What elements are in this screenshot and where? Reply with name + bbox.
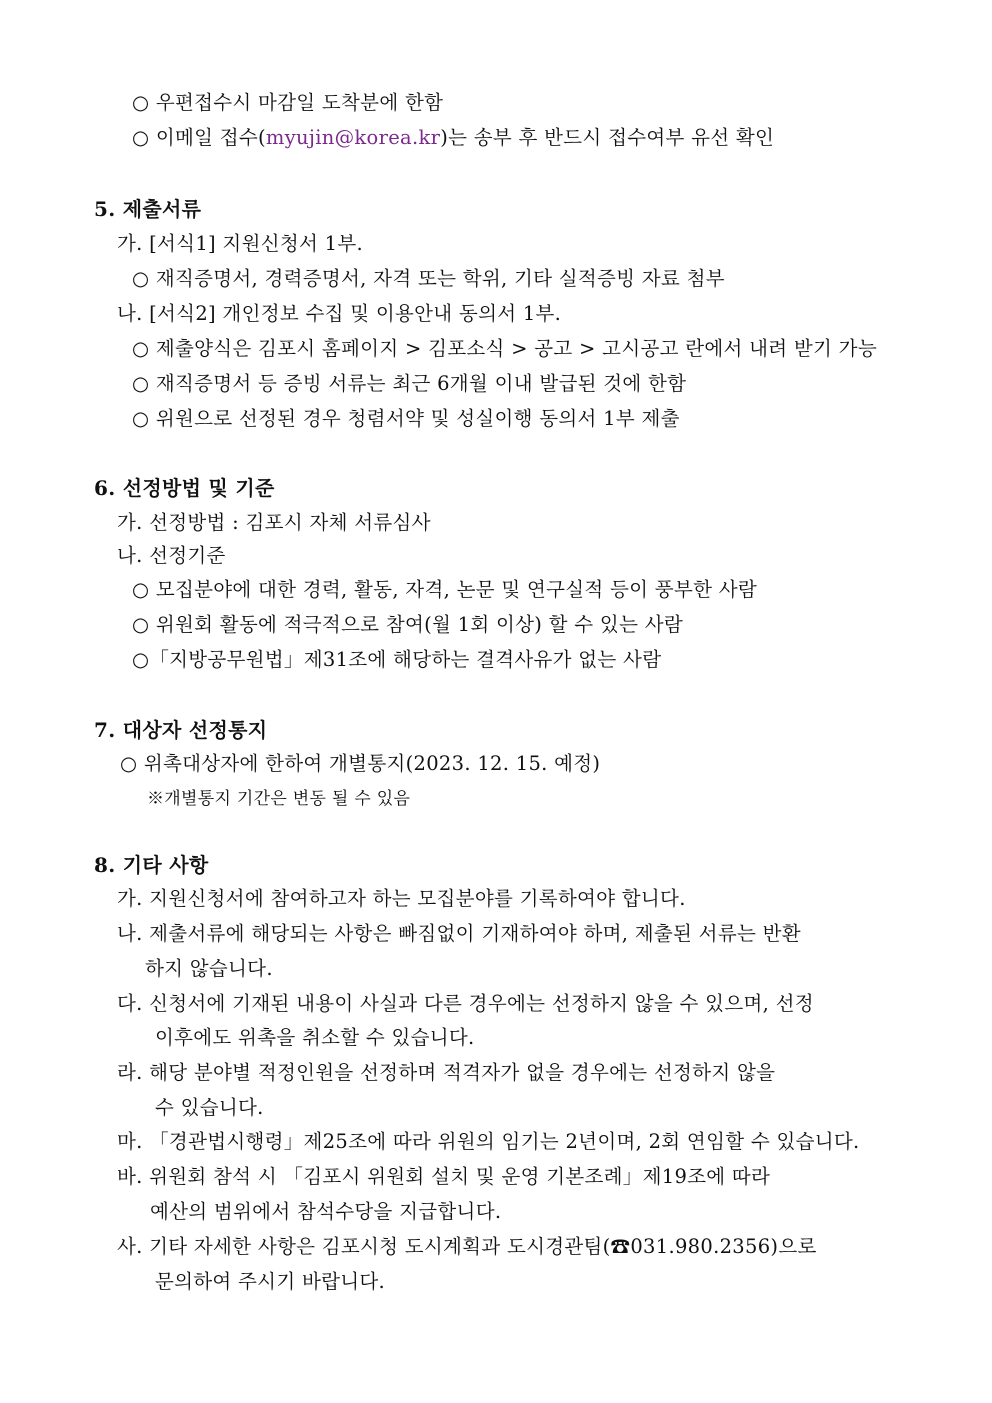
section-5-heading: 5. 제출서류 <box>94 197 202 221</box>
s5-na-bullet-3: ○ 위원으로 선정된 경우 청렴서약 및 성실이행 동의서 1부 제출 <box>132 407 680 430</box>
s8-item-na-line2: 하지 않습니다. <box>145 957 273 980</box>
s5-na-bullet-2: ○ 재직증명서 등 증빙 서류는 최근 6개월 이내 발급된 것에 한함 <box>132 372 687 395</box>
s6-bullet-1: ○ 모집분야에 대한 경력, 활동, 자격, 논문 및 연구실적 등이 풍부한 사람 <box>132 578 757 601</box>
s5-item-na: 나. [서식2] 개인정보 수집 및 이용안내 동의서 1부. <box>117 302 562 325</box>
s5-ga-bullet-1: ○ 재직증명서, 경력증명서, 자격 또는 학위, 기타 실적증빙 자료 첨부 <box>132 267 725 290</box>
s5-item-ga: 가. [서식1] 지원신청서 1부. <box>117 232 363 255</box>
bullet-postal-receipt: ○ 우편접수시 마감일 도착분에 한함 <box>132 91 444 114</box>
s6-bullet-2: ○ 위원회 활동에 적극적으로 참여(월 1회 이상) 할 수 있는 사람 <box>132 613 683 636</box>
s8-item-sa-line2: 문의하여 주시기 바랍니다. <box>155 1270 386 1293</box>
s8-item-da-line1: 다. 신청서에 기재된 내용이 사실과 다른 경우에는 선정하지 않을 수 있으며, 선정 <box>117 992 814 1015</box>
s5-na-bullet-1: ○ 제출양식은 김포시 홈페이지 > 김포소식 > 공고 > 고시공고 란에서 내려 받기 가능 <box>132 337 877 360</box>
s8-item-ra-line2: 수 있습니다. <box>155 1096 264 1119</box>
s8-item-ma: 마. 「경관법시행령」제25조에 따라 위원의 임기는 2년이며, 2회 연임할 수 있습니다. <box>117 1130 860 1153</box>
email-receipt-prefix: ○ 이메일 접수( <box>132 126 266 149</box>
s7-bullet-1: ○ 위촉대상자에 한하여 개별통지(2023. 12. 15. 예정) <box>120 752 601 775</box>
section-7-heading: 7. 대상자 선정통지 <box>94 718 268 742</box>
bullet-email-receipt <box>132 124 774 152</box>
s8-item-ra-line1: 라. 해당 분야별 적정인원을 선정하며 적격자가 없을 경우에는 선정하지 않을 <box>117 1061 776 1084</box>
section-6-heading: 6. 선정방법 및 기준 <box>94 476 275 500</box>
s8-item-na-line1: 나. 제출서류에 해당되는 사항은 빠짐없이 기재하여야 하며, 제출된 서류는 반환 <box>117 922 801 945</box>
s7-note: ※개별통지 기간은 변동 될 수 있음 <box>147 789 411 809</box>
email-receipt-suffix: )는 송부 후 반드시 접수여부 유선 확인 <box>440 126 775 149</box>
s8-item-ba-line1: 바. 위원회 참석 시 「김포시 위원회 설치 및 운영 기본조례」제19조에 따라 <box>117 1165 771 1188</box>
s8-item-ga: 가. 지원신청서에 참여하고자 하는 모집분야를 기록하여야 합니다. <box>117 887 686 910</box>
email-link[interactable]: myujin@korea.kr <box>265 126 441 149</box>
s8-item-ba-line2: 예산의 범위에서 참석수당을 지급합니다. <box>150 1200 502 1223</box>
s6-bullet-3: ○「지방공무원법」제31조에 해당하는 결격사유가 없는 사람 <box>132 648 662 671</box>
s6-item-ga: 가. 선정방법 : 김포시 자체 서류심사 <box>117 511 431 534</box>
s6-item-na: 나. 선정기준 <box>117 544 226 567</box>
s8-item-sa-line1: 사. 기타 자세한 사항은 김포시청 도시계획과 도시경관팀(☎031.980.2356)으로 <box>117 1235 817 1258</box>
s8-item-da-line2: 이후에도 위촉을 취소할 수 있습니다. <box>155 1026 475 1049</box>
section-8-heading: 8. 기타 사항 <box>94 853 209 877</box>
